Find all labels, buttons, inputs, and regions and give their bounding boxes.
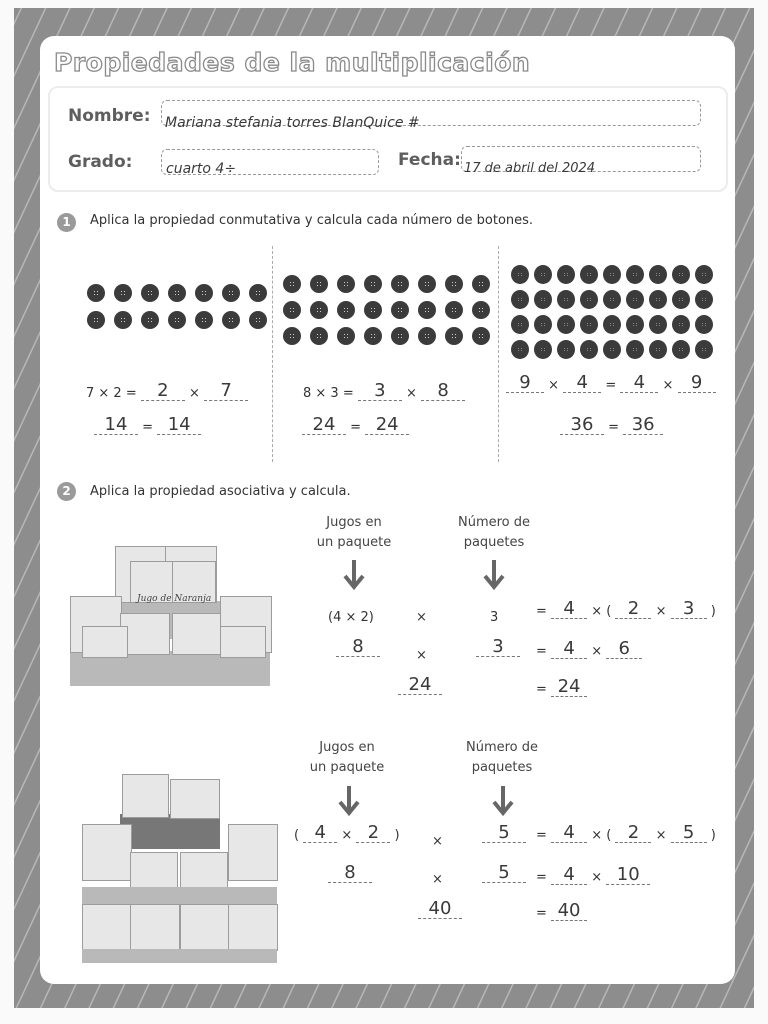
button-grid-2x7: [87, 284, 267, 329]
button-dot: [337, 275, 355, 293]
problem-1-rhs-equals: =: [536, 604, 547, 619]
group-3-product-b[interactable]: 36: [623, 416, 663, 435]
button-dot: [649, 315, 667, 334]
group-1-answer-b[interactable]: 7: [204, 382, 248, 401]
grade-value: cuarto 4÷: [166, 161, 237, 177]
button-dot: [364, 327, 382, 345]
problem-2-row2-left[interactable]: 8: [328, 864, 372, 883]
grade-label: Grado:: [68, 152, 133, 172]
problem-2-row2-b[interactable]: 10: [606, 866, 650, 885]
button-dot: [114, 311, 132, 329]
button-dot: [195, 311, 213, 329]
button-dot: [249, 311, 267, 329]
date-label: Fecha:: [398, 150, 461, 170]
problem-1-rhs-close: ): [710, 604, 716, 619]
problem-2-row3-left[interactable]: 40: [418, 900, 462, 919]
button-dot: [87, 284, 105, 302]
section-2-number-badge: 2: [57, 482, 76, 501]
button-dot: [249, 284, 267, 302]
problem-1-row2-a[interactable]: 4: [551, 640, 587, 659]
group-3-answer-d[interactable]: 9: [678, 374, 716, 393]
group-1-equation-1: [86, 382, 248, 401]
group-2-equals-sign: =: [350, 420, 362, 435]
group-3-equation-1: [506, 374, 716, 393]
problem-1-row2-x: ×: [591, 644, 603, 659]
group-1-times-sign: ×: [189, 386, 200, 401]
button-dot: [672, 290, 690, 309]
problem-2-row2-equals: =: [536, 870, 547, 885]
button-dot: [511, 290, 529, 309]
button-dot: [672, 265, 690, 284]
group-3-product-a[interactable]: 36: [560, 416, 604, 435]
date-value: 17 de abril del 2024: [464, 161, 596, 176]
group-2-product-b[interactable]: 24: [365, 416, 409, 435]
button-dot: [87, 311, 105, 329]
group-2-equation-2: [302, 416, 409, 435]
button-dot: [418, 301, 436, 319]
group-3-answer-a[interactable]: 9: [506, 374, 544, 393]
button-dot: [168, 311, 186, 329]
group-2-printed-expression: 8 × 3 =: [303, 386, 354, 401]
group-2-answer-a[interactable]: 3: [358, 382, 402, 401]
button-dot: [626, 290, 644, 309]
button-dot: [557, 290, 575, 309]
group-1-answer-a[interactable]: 2: [141, 382, 185, 401]
problem-2-rhs-times: ×: [655, 828, 667, 843]
problem-2-rhs: [536, 824, 716, 843]
problem-1-rhs-times-open: × (: [591, 604, 612, 619]
juice-cartons-illustration-1: [70, 541, 270, 691]
group-3-equation-2: [560, 416, 663, 435]
button-dot: [695, 265, 713, 284]
group-2-equation-1: [303, 382, 465, 401]
group-3-answer-c[interactable]: 4: [620, 374, 658, 393]
button-dot: [603, 290, 621, 309]
button-dot: [580, 340, 598, 359]
button-dot: [391, 275, 409, 293]
problem-2-rhs-a[interactable]: 4: [551, 824, 587, 843]
button-dot: [672, 340, 690, 359]
button-dot: [511, 265, 529, 284]
problem-1-row2-times: ×: [416, 648, 427, 663]
button-dot: [626, 340, 644, 359]
button-dot: [472, 275, 490, 293]
problem-1-rhs-a[interactable]: 4: [551, 600, 587, 619]
problem-1-rhs-times: ×: [655, 604, 667, 619]
button-dot: [557, 340, 575, 359]
button-dot: [310, 327, 328, 345]
group-2-product-a[interactable]: 24: [302, 416, 346, 435]
group-2-answer-b[interactable]: 8: [421, 382, 465, 401]
group-1-product-a[interactable]: 14: [94, 416, 138, 435]
problem-2-rhs-close: ): [710, 828, 716, 843]
problem-2-header-packs: Número de paquetes: [465, 740, 539, 775]
button-dot: [534, 265, 552, 284]
button-dot: [534, 315, 552, 334]
group-3-equals-sign-2: =: [608, 420, 620, 435]
problem-2-down-arrow-icon-2: [490, 784, 516, 818]
button-dot: [445, 301, 463, 319]
button-dot: [114, 284, 132, 302]
section-1-divider-1: [272, 246, 273, 462]
button-dot: [418, 275, 436, 293]
button-dot: [511, 315, 529, 334]
group-1-product-b[interactable]: 14: [157, 416, 201, 435]
problem-1-row2-left[interactable]: 8: [336, 638, 380, 657]
button-dot: [364, 275, 382, 293]
name-label: Nombre:: [68, 106, 151, 126]
button-dot: [603, 265, 621, 284]
group-1-equals-sign: =: [142, 420, 154, 435]
problem-1-row2-equals: =: [536, 644, 547, 659]
problem-2-rhs-times-open: × (: [591, 828, 612, 843]
button-dot: [603, 315, 621, 334]
button-dot: [168, 284, 186, 302]
problem-2-row2-rhs: [536, 866, 650, 885]
button-dot: [649, 340, 667, 359]
problem-1-row3-equals: =: [536, 682, 547, 697]
button-dot: [511, 340, 529, 359]
problem-2-rhs-b[interactable]: 2: [615, 824, 651, 843]
problem-1-printed-packs: 3: [490, 610, 499, 625]
problem-2-group-b[interactable]: 2: [356, 824, 390, 843]
button-dot: [649, 265, 667, 284]
problem-2-close-paren: ): [394, 828, 400, 843]
button-dot: [141, 311, 159, 329]
problem-1-row3-rhs: [536, 678, 587, 697]
group-3-equals-sign-1: =: [605, 378, 617, 393]
problem-2-times-sign: ×: [432, 834, 443, 849]
button-dot: [418, 327, 436, 345]
button-dot: [337, 301, 355, 319]
problem-2-header-juices: Jugos en un paquete: [309, 740, 385, 775]
problem-2-row2-times: ×: [432, 872, 443, 887]
button-dot: [603, 340, 621, 359]
problem-1-header-juices: Jugos en un paquete: [316, 515, 392, 550]
button-dot: [283, 327, 301, 345]
button-dot: [445, 327, 463, 345]
button-dot: [672, 315, 690, 334]
button-dot: [445, 275, 463, 293]
problem-2-packs[interactable]: 5: [482, 824, 526, 843]
button-dot: [557, 265, 575, 284]
section-1-instruction: Aplica la propiedad conmutativa y calcula cada número de botones.: [90, 213, 534, 228]
button-dot: [534, 290, 552, 309]
group-3-answer-b[interactable]: 4: [563, 374, 601, 393]
button-dot: [626, 315, 644, 334]
button-dot: [626, 265, 644, 284]
group-3-times-sign-1: ×: [548, 378, 560, 393]
button-dot: [222, 284, 240, 302]
button-dot: [283, 275, 301, 293]
problem-2-rhs-equals: =: [536, 828, 547, 843]
problem-2-row3-rhs: [536, 902, 587, 921]
page-title: Propiedades de la multiplicación: [54, 48, 531, 77]
carton-label: Jugo de Naranja: [137, 594, 212, 604]
problem-1-rhs-c[interactable]: 3: [671, 600, 707, 619]
problem-1-times-sign: ×: [416, 610, 427, 625]
problem-2-rhs-c[interactable]: 5: [671, 824, 707, 843]
worksheet: [40, 36, 735, 984]
button-dot: [580, 265, 598, 284]
button-grid-4x9: [511, 265, 713, 359]
problem-2-group-times: ×: [341, 828, 353, 843]
problem-1-rhs-b[interactable]: 2: [615, 600, 651, 619]
juice-cartons-illustration-2: [82, 774, 277, 964]
problem-2-open-paren: (: [294, 828, 300, 843]
button-dot: [695, 340, 713, 359]
problem-1-printed-group: (4 × 2): [328, 610, 374, 625]
problem-2-group: [294, 824, 400, 843]
problem-2-group-a[interactable]: 4: [303, 824, 337, 843]
button-grid-3x8: [283, 275, 490, 345]
problem-2-row2-mid[interactable]: 5: [482, 864, 526, 883]
button-dot: [195, 284, 213, 302]
problem-1-row3-result[interactable]: 24: [551, 678, 587, 697]
button-dot: [364, 301, 382, 319]
problem-1-rhs: [536, 600, 716, 619]
group-1-printed-expression: 7 × 2 =: [86, 386, 137, 401]
problem-1-row2-b[interactable]: 6: [606, 640, 642, 659]
button-dot: [391, 327, 409, 345]
button-dot: [472, 301, 490, 319]
button-dot: [534, 340, 552, 359]
problem-2-row2-a[interactable]: 4: [551, 866, 587, 885]
name-value: Mariana stefania torres BlanQuice #: [165, 115, 420, 131]
section-2-instruction: Aplica la propiedad asociativa y calcula.: [90, 484, 351, 499]
button-dot: [391, 301, 409, 319]
group-3-times-sign-2: ×: [662, 378, 674, 393]
problem-2-row2-x: ×: [591, 870, 603, 885]
problem-1-row3-left[interactable]: 24: [398, 676, 442, 695]
problem-1-header-packs: Número de paquetes: [457, 515, 531, 550]
problem-1-row2-mid[interactable]: 3: [476, 638, 520, 657]
button-dot: [472, 327, 490, 345]
button-dot: [141, 284, 159, 302]
button-dot: [649, 290, 667, 309]
section-1-number-badge: 1: [57, 213, 76, 232]
button-dot: [695, 290, 713, 309]
problem-2-down-arrow-icon-1: [336, 784, 362, 818]
button-dot: [580, 290, 598, 309]
button-dot: [310, 275, 328, 293]
button-dot: [557, 315, 575, 334]
problem-1-down-arrow-icon-1: [341, 558, 367, 592]
problem-2-row3-result[interactable]: 40: [551, 902, 587, 921]
button-dot: [222, 311, 240, 329]
problem-1-row2-rhs: [536, 640, 642, 659]
problem-1-down-arrow-icon-2: [481, 558, 507, 592]
button-dot: [580, 315, 598, 334]
group-2-times-sign: ×: [406, 386, 417, 401]
group-1-equation-2: [94, 416, 201, 435]
button-dot: [283, 301, 301, 319]
button-dot: [695, 315, 713, 334]
section-1-divider-2: [498, 246, 499, 462]
problem-2-row3-equals: =: [536, 906, 547, 921]
button-dot: [337, 327, 355, 345]
button-dot: [310, 301, 328, 319]
